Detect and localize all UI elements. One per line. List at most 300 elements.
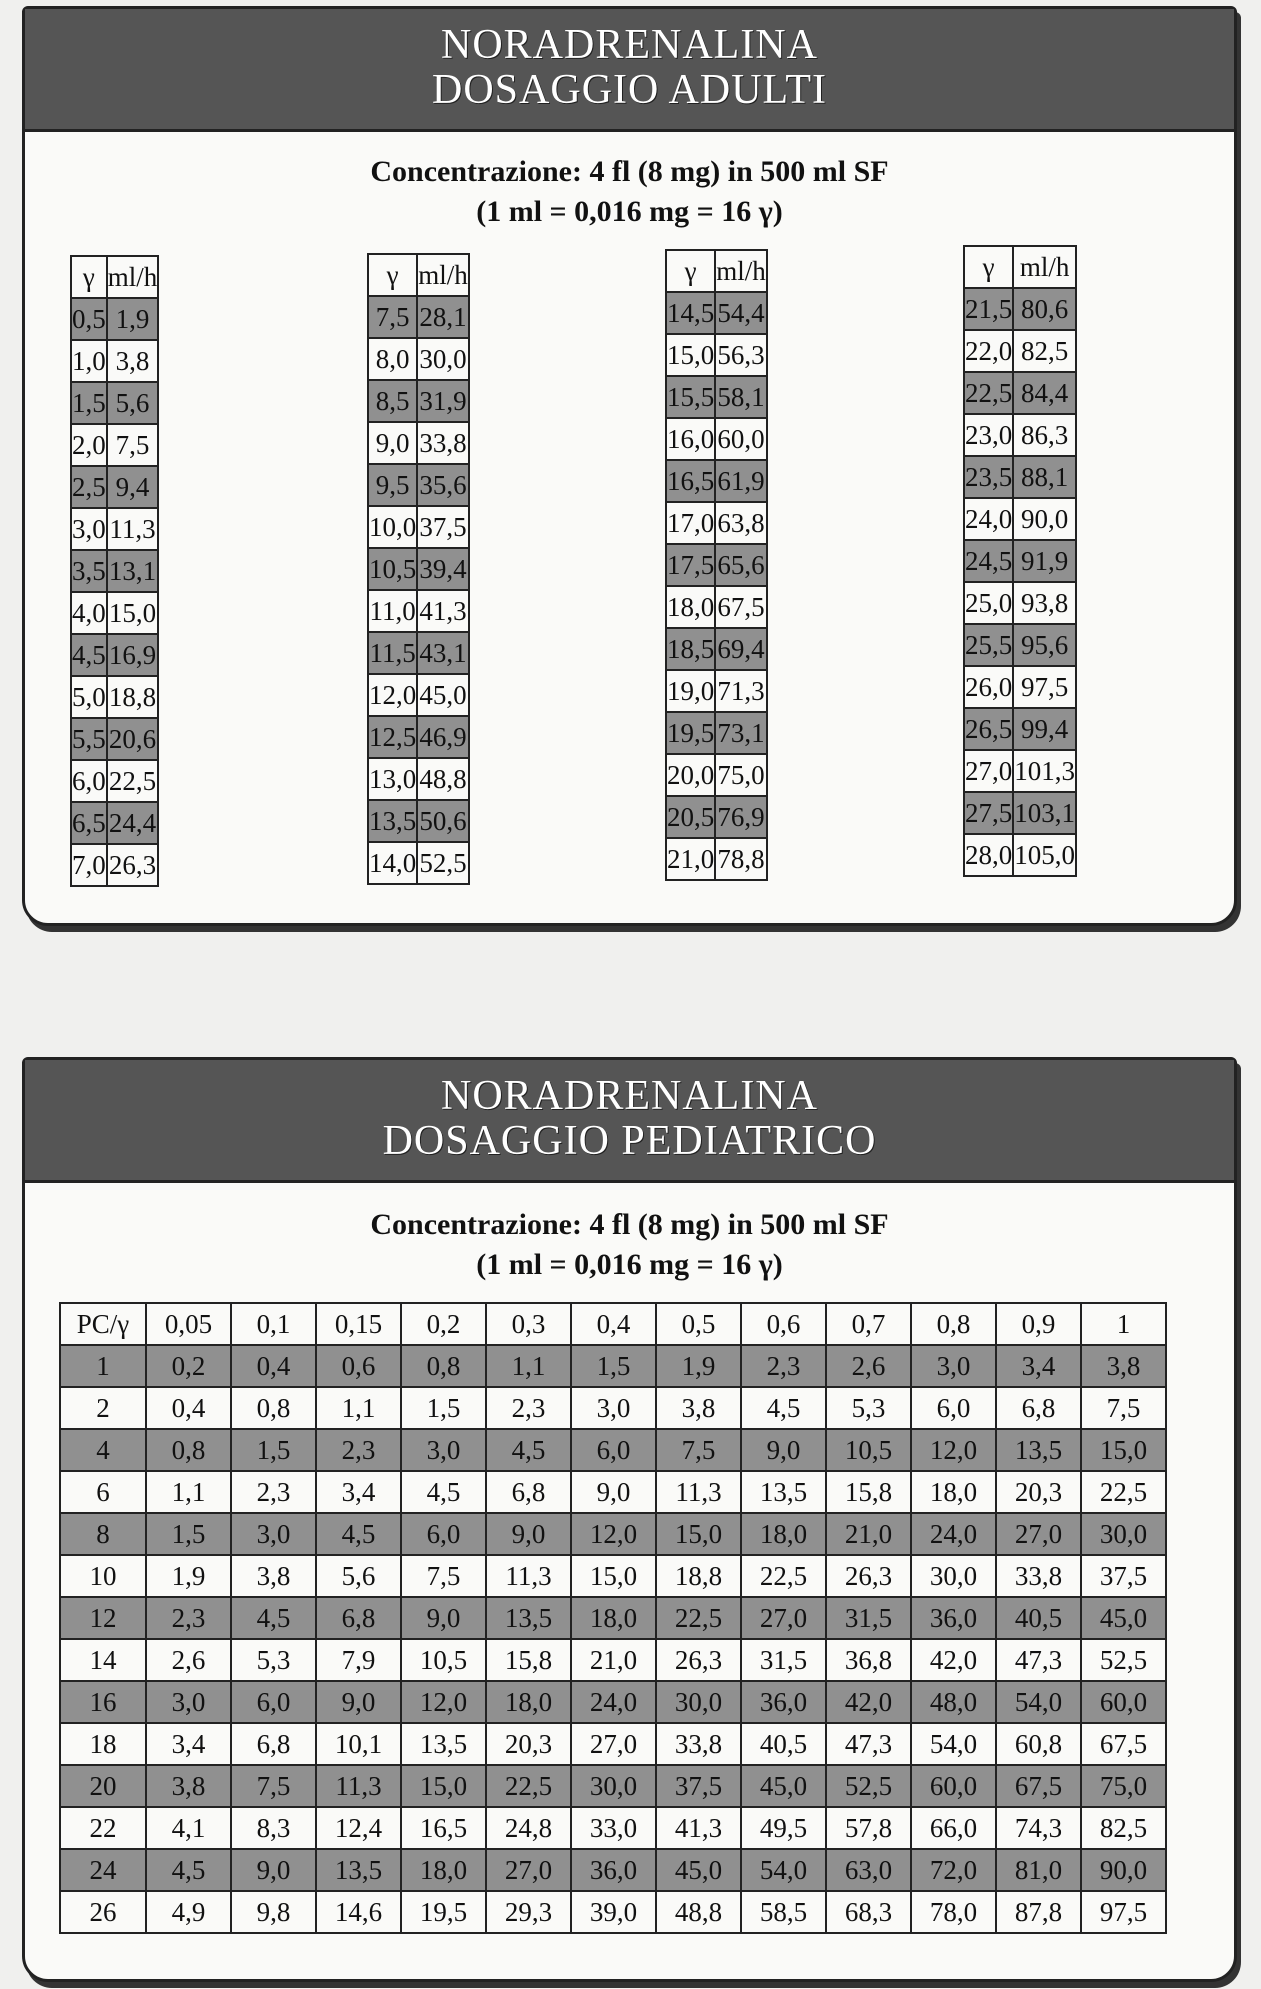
rate-cell: 10,5 [826,1429,911,1471]
table-row [964,372,1076,414]
rate-cell: 63,8 [715,502,767,544]
rate-cell: 73,1 [715,712,767,754]
rate-cell: 26,3 [656,1639,741,1681]
gamma-cell: 25,5 [964,624,1013,666]
gamma-cell: 21,5 [964,288,1013,330]
adult-table [367,253,470,885]
rate-cell: 19,5 [401,1891,486,1933]
rate-cell: 33,8 [417,422,469,464]
rate-cell: 7,5 [231,1765,316,1807]
rate-cell: 7,5 [401,1555,486,1597]
weight-cell: 10 [60,1555,146,1597]
gamma-header: 0,2 [401,1303,486,1345]
table-row [60,1891,1166,1933]
table-row [71,382,158,424]
table-row [71,634,158,676]
gamma-cell: 26,0 [964,666,1013,708]
gamma-header: 0,9 [996,1303,1081,1345]
gamma-header: 0,05 [146,1303,231,1345]
gamma-cell: 12,0 [368,674,417,716]
weight-cell: 8 [60,1513,146,1555]
gamma-cell: 26,5 [964,708,1013,750]
gamma-cell: 16,5 [666,460,715,502]
rate-cell: 45,0 [656,1849,741,1891]
rate-cell: 54,0 [996,1681,1081,1723]
rate-cell: 30,0 [656,1681,741,1723]
rate-cell: 72,0 [911,1849,996,1891]
gamma-cell: 28,0 [964,834,1013,876]
rate-header: ml/h [417,254,469,296]
gamma-header: 0,8 [911,1303,996,1345]
gamma-cell: 19,5 [666,712,715,754]
rate-cell: 22,5 [107,760,159,802]
rate-cell: 11,3 [656,1471,741,1513]
rate-cell: 15,8 [486,1639,571,1681]
gamma-cell: 14,5 [666,292,715,334]
table-row [60,1387,1166,1429]
table-row [964,414,1076,456]
rate-cell: 39,4 [417,548,469,590]
gamma-cell: 9,0 [368,422,417,464]
table-row [71,550,158,592]
table-row [964,498,1076,540]
rate-cell: 58,5 [741,1891,826,1933]
gamma-cell: 17,0 [666,502,715,544]
weight-cell: 16 [60,1681,146,1723]
rate-cell: 7,9 [316,1639,401,1681]
rate-cell: 15,0 [1081,1429,1166,1471]
gamma-cell: 8,0 [368,338,417,380]
table-row [666,628,767,670]
table-row [60,1681,1166,1723]
rate-cell: 15,0 [571,1555,656,1597]
table-row [60,1429,1166,1471]
rate-cell: 67,5 [996,1765,1081,1807]
adult-equivalence: (1 ml = 0,016 mg = 16 γ) [476,195,783,228]
rate-cell: 26,3 [826,1555,911,1597]
rate-cell: 22,5 [1081,1471,1166,1513]
weight-cell: 22 [60,1807,146,1849]
gamma-header: 0,15 [316,1303,401,1345]
rate-cell: 13,5 [316,1849,401,1891]
rate-cell: 3,0 [401,1429,486,1471]
rate-cell: 60,0 [715,418,767,460]
gamma-cell: 5,0 [71,676,107,718]
table-row [964,456,1076,498]
rate-cell: 67,5 [715,586,767,628]
gamma-cell: 20,0 [666,754,715,796]
rate-cell: 5,3 [231,1639,316,1681]
pediatric-dosage-table [59,1302,1167,1934]
gamma-cell: 2,5 [71,466,107,508]
table-row [666,670,767,712]
rate-cell: 18,0 [401,1849,486,1891]
rate-cell: 50,6 [417,800,469,842]
rate-cell: 99,4 [1013,708,1076,750]
gamma-cell: 8,5 [368,380,417,422]
rate-cell: 9,4 [107,466,159,508]
table-row [964,330,1076,372]
rate-cell: 1,5 [231,1429,316,1471]
rate-cell: 9,0 [316,1681,401,1723]
table-row [60,1849,1166,1891]
rate-cell: 13,5 [401,1723,486,1765]
rate-cell: 69,4 [715,628,767,670]
pediatric-title-line2: DOSAGGIO PEDIATRICO [382,1118,877,1164]
rate-cell: 24,0 [911,1513,996,1555]
rate-cell: 35,6 [417,464,469,506]
rate-cell: 18,0 [486,1681,571,1723]
rate-cell: 81,0 [996,1849,1081,1891]
rate-cell: 1,1 [146,1471,231,1513]
table-header-row [71,256,158,298]
rate-cell: 2,3 [231,1471,316,1513]
table-row [964,834,1076,876]
rate-cell: 60,0 [1081,1681,1166,1723]
gamma-cell: 15,0 [666,334,715,376]
gamma-cell: 3,5 [71,550,107,592]
weight-cell: 14 [60,1639,146,1681]
rate-header: ml/h [1013,246,1076,288]
rate-cell: 7,5 [1081,1387,1166,1429]
rate-cell: 87,8 [996,1891,1081,1933]
rate-cell: 3,0 [231,1513,316,1555]
table-row [964,540,1076,582]
table-row [666,334,767,376]
table-row [666,376,767,418]
weight-cell: 26 [60,1891,146,1933]
table-row [666,460,767,502]
rate-cell: 36,0 [911,1597,996,1639]
gamma-cell: 16,0 [666,418,715,460]
rate-cell: 47,3 [826,1723,911,1765]
table-row [71,844,158,886]
table-header-row [60,1303,1166,1345]
rate-cell: 86,3 [1013,414,1076,456]
rate-cell: 7,5 [656,1429,741,1471]
rate-cell: 13,5 [741,1471,826,1513]
table-row [71,676,158,718]
rate-cell: 97,5 [1081,1891,1166,1933]
rate-cell: 49,5 [741,1807,826,1849]
table-row [666,586,767,628]
rate-cell: 103,1 [1013,792,1076,834]
rate-cell: 3,4 [146,1723,231,1765]
rate-cell: 3,8 [146,1765,231,1807]
rate-cell: 22,5 [486,1765,571,1807]
rate-cell: 31,9 [417,380,469,422]
table-row [60,1345,1166,1387]
rate-cell: 22,5 [741,1555,826,1597]
rate-cell: 36,8 [826,1639,911,1681]
gamma-cell: 27,5 [964,792,1013,834]
weight-cell: 6 [60,1471,146,1513]
table-row [964,624,1076,666]
table-row [368,296,469,338]
rate-cell: 6,0 [911,1387,996,1429]
rate-cell: 27,0 [571,1723,656,1765]
gamma-cell: 3,0 [71,508,107,550]
rate-cell: 6,8 [316,1597,401,1639]
gamma-cell: 6,0 [71,760,107,802]
gamma-cell: 17,5 [666,544,715,586]
table-row [71,760,158,802]
rate-cell: 0,8 [231,1387,316,1429]
rate-cell: 48,8 [656,1891,741,1933]
rate-cell: 82,5 [1013,330,1076,372]
rate-cell: 90,0 [1081,1849,1166,1891]
rate-cell: 63,0 [826,1849,911,1891]
table-row [368,632,469,674]
table-row [368,842,469,884]
rate-cell: 52,5 [417,842,469,884]
rate-cell: 6,8 [231,1723,316,1765]
rate-cell: 21,0 [571,1639,656,1681]
table-row [964,708,1076,750]
gamma-cell: 7,5 [368,296,417,338]
rate-cell: 6,0 [401,1513,486,1555]
gamma-cell: 27,0 [964,750,1013,792]
rate-cell: 12,4 [316,1807,401,1849]
pediatric-title [25,1060,1234,1183]
gamma-cell: 7,0 [71,844,107,886]
rate-cell: 3,8 [107,340,159,382]
weight-cell: 2 [60,1387,146,1429]
rate-cell: 9,8 [231,1891,316,1933]
rate-cell: 8,3 [231,1807,316,1849]
rate-cell: 90,0 [1013,498,1076,540]
rate-cell: 3,8 [231,1555,316,1597]
table-row [368,548,469,590]
gamma-cell: 15,5 [666,376,715,418]
table-header-row [666,250,767,292]
gamma-header: 0,5 [656,1303,741,1345]
gamma-cell: 5,5 [71,718,107,760]
rate-cell: 16,9 [107,634,159,676]
rate-cell: 31,5 [741,1639,826,1681]
rate-cell: 18,0 [741,1513,826,1555]
rate-cell: 22,5 [656,1597,741,1639]
table-row [71,298,158,340]
adult-concentration: Concentrazione: 4 fl (8 mg) in 500 ml SF [370,155,889,188]
rate-cell: 3,4 [316,1471,401,1513]
rate-cell: 45,0 [417,674,469,716]
gamma-cell: 9,5 [368,464,417,506]
rate-cell: 9,0 [571,1471,656,1513]
gamma-cell: 2,0 [71,424,107,466]
rate-cell: 16,5 [401,1807,486,1849]
weight-gamma-header: PC/γ [60,1303,146,1345]
rate-cell: 1,1 [486,1345,571,1387]
rate-cell: 3,4 [996,1345,1081,1387]
rate-cell: 58,1 [715,376,767,418]
rate-cell: 57,8 [826,1807,911,1849]
rate-cell: 13,5 [486,1597,571,1639]
gamma-cell: 19,0 [666,670,715,712]
rate-cell: 1,1 [316,1387,401,1429]
table-row [60,1639,1166,1681]
rate-cell: 80,6 [1013,288,1076,330]
gamma-cell: 20,5 [666,796,715,838]
rate-cell: 18,8 [107,676,159,718]
gamma-cell: 18,0 [666,586,715,628]
gamma-cell: 4,5 [71,634,107,676]
rate-cell: 18,0 [911,1471,996,1513]
table-row [71,802,158,844]
gamma-header: 1 [1081,1303,1166,1345]
table-header-row [964,246,1076,288]
table-row [964,582,1076,624]
rate-cell: 88,1 [1013,456,1076,498]
rate-cell: 65,6 [715,544,767,586]
rate-cell: 48,8 [417,758,469,800]
table-row [368,422,469,464]
table-header-row [368,254,469,296]
gamma-header: γ [666,250,715,292]
table-row [666,292,767,334]
table-row [60,1807,1166,1849]
rate-cell: 52,5 [1081,1639,1166,1681]
rate-cell: 82,5 [1081,1807,1166,1849]
rate-cell: 27,0 [741,1597,826,1639]
rate-cell: 67,5 [1081,1723,1166,1765]
gamma-cell: 13,0 [368,758,417,800]
gamma-cell: 0,5 [71,298,107,340]
table-row [71,340,158,382]
rate-cell: 9,0 [486,1513,571,1555]
rate-cell: 60,8 [996,1723,1081,1765]
rate-cell: 30,0 [1081,1513,1166,1555]
gamma-cell: 1,5 [71,382,107,424]
rate-cell: 47,3 [996,1639,1081,1681]
pediatric-dosage-panel [22,1057,1237,1982]
weight-cell: 20 [60,1765,146,1807]
rate-cell: 54,0 [741,1849,826,1891]
rate-cell: 2,3 [316,1429,401,1471]
adult-table [963,245,1077,877]
rate-cell: 2,6 [826,1345,911,1387]
rate-cell: 40,5 [741,1723,826,1765]
rate-cell: 12,0 [571,1513,656,1555]
rate-cell: 15,0 [656,1513,741,1555]
gamma-cell: 22,5 [964,372,1013,414]
rate-cell: 33,8 [996,1555,1081,1597]
rate-cell: 95,6 [1013,624,1076,666]
rate-cell: 20,3 [486,1723,571,1765]
rate-cell: 4,5 [231,1597,316,1639]
gamma-cell: 13,5 [368,800,417,842]
rate-cell: 30,0 [417,338,469,380]
rate-cell: 9,0 [401,1597,486,1639]
table-row [666,544,767,586]
rate-cell: 28,1 [417,296,469,338]
weight-cell: 1 [60,1345,146,1387]
rate-cell: 1,5 [571,1345,656,1387]
rate-cell: 3,0 [911,1345,996,1387]
rate-header: ml/h [107,256,159,298]
table-row [368,590,469,632]
rate-cell: 2,3 [741,1345,826,1387]
table-row [60,1513,1166,1555]
rate-cell: 2,6 [146,1639,231,1681]
gamma-cell: 24,5 [964,540,1013,582]
rate-cell: 4,1 [146,1807,231,1849]
rate-cell: 4,5 [741,1387,826,1429]
rate-cell: 37,5 [417,506,469,548]
rate-cell: 5,6 [316,1555,401,1597]
table-row [666,418,767,460]
table-row [666,502,767,544]
rate-cell: 1,5 [401,1387,486,1429]
rate-cell: 30,0 [911,1555,996,1597]
rate-cell: 24,4 [107,802,159,844]
gamma-cell: 6,5 [71,802,107,844]
rate-cell: 6,0 [231,1681,316,1723]
gamma-cell: 10,0 [368,506,417,548]
rate-cell: 2,3 [486,1387,571,1429]
table-row [368,380,469,422]
rate-cell: 42,0 [911,1639,996,1681]
rate-cell: 10,5 [401,1639,486,1681]
rate-cell: 3,0 [571,1387,656,1429]
adult-title-line2: DOSAGGIO ADULTI [432,67,827,113]
rate-cell: 36,0 [571,1849,656,1891]
gamma-cell: 4,0 [71,592,107,634]
rate-cell: 0,2 [146,1345,231,1387]
table-row [71,592,158,634]
rate-cell: 30,0 [571,1765,656,1807]
rate-cell: 4,5 [316,1513,401,1555]
table-row [368,716,469,758]
rate-cell: 3,8 [656,1387,741,1429]
rate-cell: 3,0 [146,1681,231,1723]
rate-cell: 14,6 [316,1891,401,1933]
table-row [60,1597,1166,1639]
table-row [71,466,158,508]
rate-cell: 1,5 [146,1513,231,1555]
rate-cell: 5,6 [107,382,159,424]
rate-cell: 54,4 [715,292,767,334]
rate-cell: 1,9 [146,1555,231,1597]
rate-cell: 0,6 [316,1345,401,1387]
rate-cell: 12,0 [911,1429,996,1471]
rate-cell: 0,4 [146,1387,231,1429]
rate-cell: 26,3 [107,844,159,886]
table-row [964,792,1076,834]
rate-cell: 21,0 [826,1513,911,1555]
table-row [60,1471,1166,1513]
rate-cell: 48,0 [911,1681,996,1723]
rate-cell: 41,3 [656,1807,741,1849]
rate-cell: 66,0 [911,1807,996,1849]
table-row [964,288,1076,330]
adult-title [25,9,1234,132]
gamma-cell: 18,5 [666,628,715,670]
rate-cell: 91,9 [1013,540,1076,582]
rate-cell: 20,6 [107,718,159,760]
rate-cell: 0,4 [231,1345,316,1387]
gamma-cell: 14,0 [368,842,417,884]
table-row [666,754,767,796]
rate-cell: 75,0 [1081,1765,1166,1807]
rate-cell: 11,3 [107,508,159,550]
rate-cell: 43,1 [417,632,469,674]
rate-cell: 11,3 [486,1555,571,1597]
rate-cell: 52,5 [826,1765,911,1807]
rate-cell: 27,0 [996,1513,1081,1555]
rate-cell: 61,9 [715,460,767,502]
rate-cell: 54,0 [911,1723,996,1765]
